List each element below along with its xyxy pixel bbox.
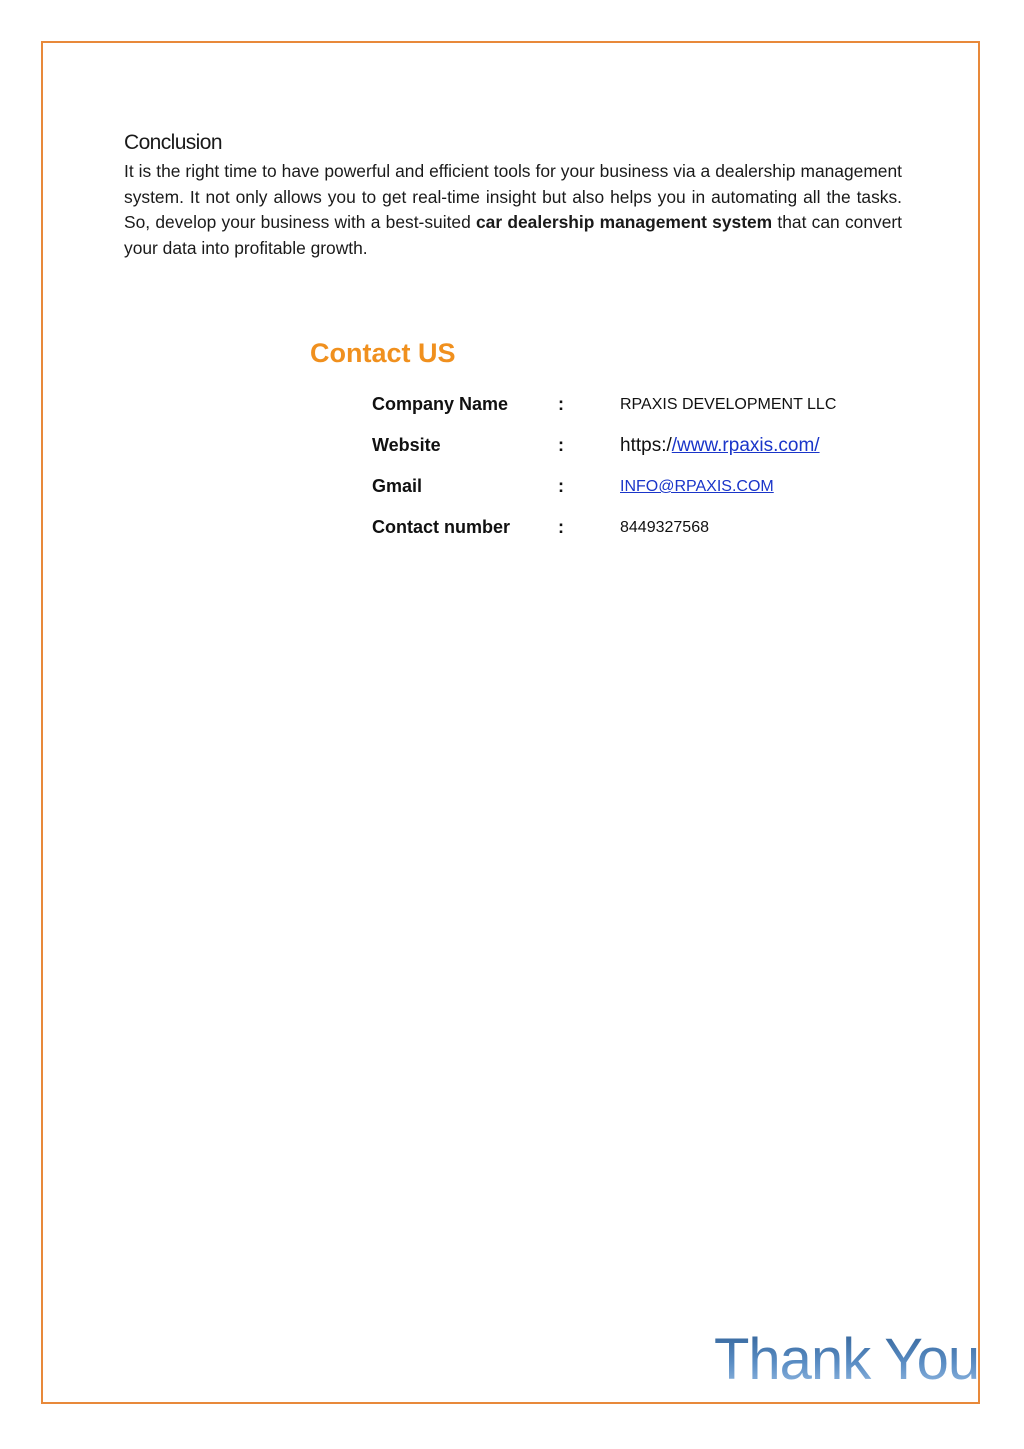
company-name-label: Company Name	[372, 394, 509, 414]
website-link[interactable]: /www.rpaxis.com/	[671, 435, 820, 456]
contact-row-gmail	[372, 476, 932, 504]
website-prefix: https:/	[620, 435, 672, 456]
separator-colon: :	[558, 476, 564, 496]
separator-colon: :	[558, 517, 564, 537]
contact-number-label: Contact number	[372, 517, 511, 537]
conclusion-paragraph	[124, 159, 902, 261]
contact-row-company	[372, 394, 932, 422]
gmail-label: Gmail	[372, 476, 423, 496]
separator-colon: :	[558, 435, 564, 455]
website-label: Website	[372, 435, 441, 455]
contact-row-website	[372, 435, 932, 463]
conclusion-text-part-2: that can convert your data into profitable growth.	[124, 212, 902, 258]
conclusion-heading: Conclusion	[124, 131, 222, 154]
contact-number-value: 8449327568	[620, 519, 709, 536]
contact-title: Contact US	[310, 338, 456, 368]
company-name-value: RPAXIS DEVELOPMENT LLC	[620, 396, 837, 413]
conclusion-text-part-1: It is the right time to have powerful and efficient tools for your business via a dealership management system. It not only allows you to get real-time insight but also helps you in automating all the tasks. So, develop your business with a best-suited	[124, 161, 902, 232]
website-value	[620, 435, 820, 457]
contact-row-phone	[372, 517, 932, 545]
gmail-value	[620, 478, 774, 496]
email-link[interactable]: INFO@RPAXIS.COM	[620, 478, 774, 495]
conclusion-bold-text: car dealership management system	[476, 212, 773, 232]
thank-you-footer: Thank You	[714, 1327, 980, 1392]
separator-colon: :	[558, 394, 564, 414]
